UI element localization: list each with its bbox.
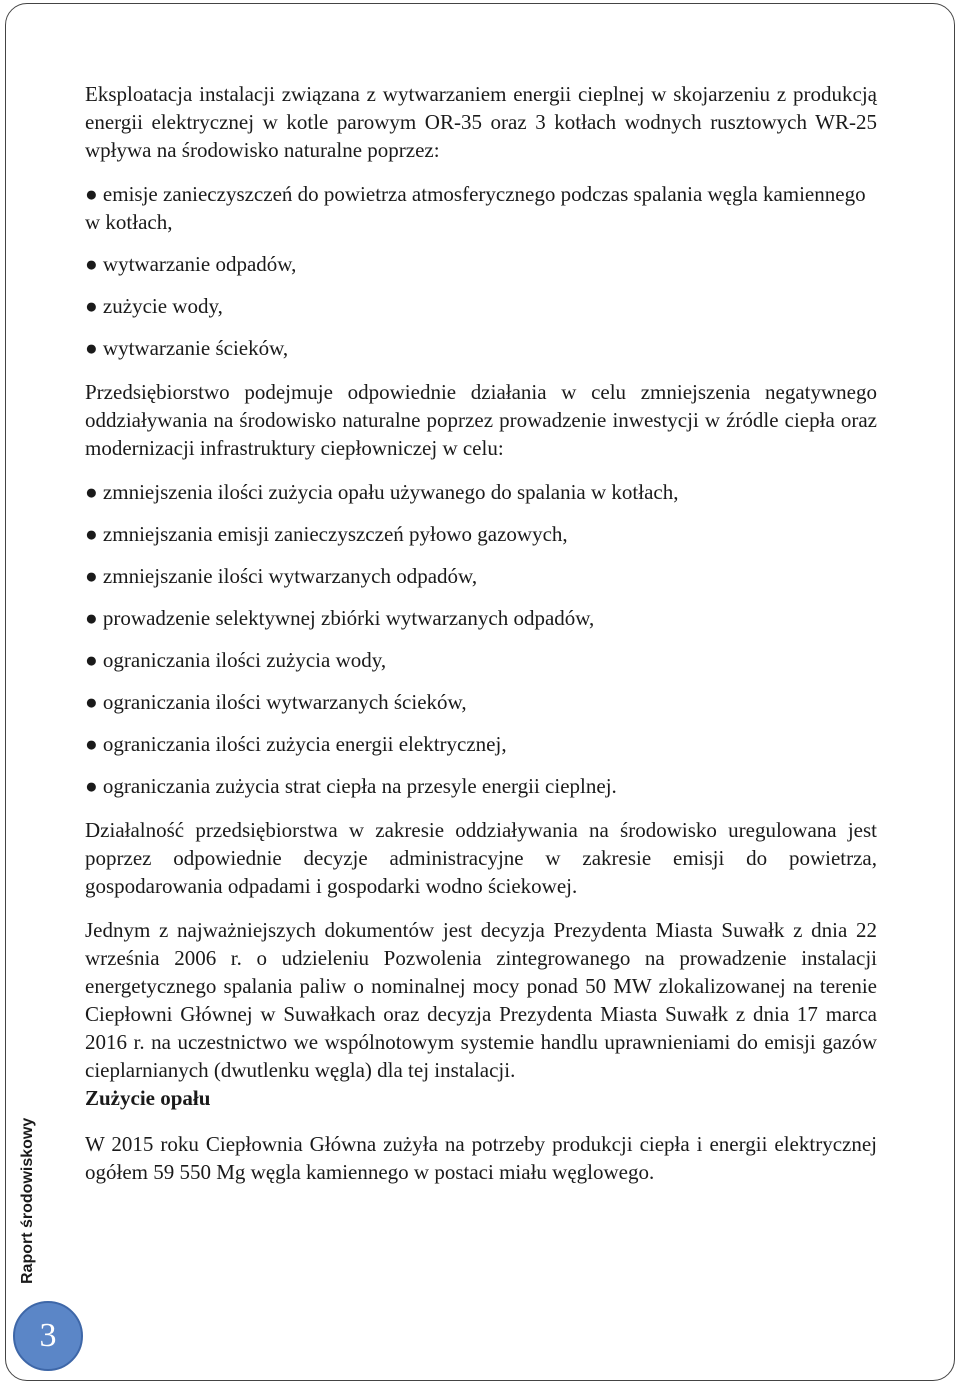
intro-paragraph: Eksploatacja instalacji związana z wytwarzaniem energii cieplnej w skojarzeniu z produkcją energii elektrycznej w kotle parowym OR-35 oraz 3 kotłach wodnych rusztowych WR-25 wpływa na środowisko naturalne poprzez:: [85, 82, 877, 162]
list-item: ● ograniczania ilości zużycia energii elektrycznej,: [85, 732, 507, 756]
list-item: ● prowadzenie selektywnej zbiórki wytwarzanych odpadów,: [85, 606, 595, 630]
fuel-paragraph: W 2015 roku Ciepłownia Główna zużyła na potrzeby produkcji ciepła i energii elektrycznej ogółem 59 550 Mg węgla kamiennego w postaci miału węglowego.: [85, 1132, 877, 1184]
fuel-heading: Zużycie opału: [85, 1086, 211, 1110]
list-item: ● emisje zanieczyszczeń do powietrza atmosferycznego podczas spalania węgla kamiennego w kotłach,: [85, 182, 866, 234]
list-item: ● wytwarzanie ścieków,: [85, 336, 289, 360]
list-item: ● zużycie wody,: [85, 294, 223, 318]
documents-paragraph: Jednym z najważniejszych dokumentów jest decyzja Prezydenta Miasta Suwałk z dnia 22 września 2006 r. o udzieleniu Pozwolenia zintegrowanego na prowadzenie instalacji energetycznego spalania paliw o nominalnej mocy ponad 50 MW zlokalizowanej na terenie Ciepłowni Głównej w Suwałkach oraz decyzja Prezydenta Miasta Suwałk z dnia 17 marca 2016 r. na uczestnictwo we wspólnotowym systemie handlu uprawnieniami do emisji gazów cieplarnianych (dwutlenku węgla) dla tej instalacji.: [85, 918, 877, 1082]
actions-intro-paragraph: Przedsiębiorstwo podejmuje odpowiednie działania w celu zmniejszenia negatywnego oddziaływania na środowisko naturalne poprzez prowadzenie inwestycji w źródle ciepła oraz modernizacji infrastruktury ciepłowniczej w celu:: [85, 380, 877, 460]
regulation-paragraph: Działalność przedsiębiorstwa w zakresie oddziaływania na środowisko uregulowana jest poprzez odpowiednie decyzje administracyjne w zakresie emisji do powietrza, gospodarowania odpadami i gospodarki wodno ściekowej.: [85, 818, 877, 898]
list-item: ● zmniejszanie ilości wytwarzanych odpadów,: [85, 564, 478, 588]
list-item: ● zmniejszania emisji zanieczyszczeń pyłowo gazowych,: [85, 522, 568, 546]
page-number: 3: [39, 1317, 57, 1354]
sidebar-report-label: Raport środowiskowy: [19, 1117, 36, 1284]
impacts-list: [85, 180, 877, 362]
list-item: ● zmniejszenia ilości zużycia opału używanego do spalania w kotłach,: [85, 480, 679, 504]
goals-list: [85, 478, 877, 800]
page-number-badge: [13, 1301, 83, 1371]
list-item: ● ograniczania zużycia strat ciepła na przesyle energii cieplnej.: [85, 774, 617, 798]
list-item: ● ograniczania ilości wytwarzanych ścieków,: [85, 690, 467, 714]
document-body: [85, 80, 877, 1186]
list-item: ● wytwarzanie odpadów,: [85, 252, 297, 276]
list-item: ● ograniczania ilości zużycia wody,: [85, 648, 387, 672]
